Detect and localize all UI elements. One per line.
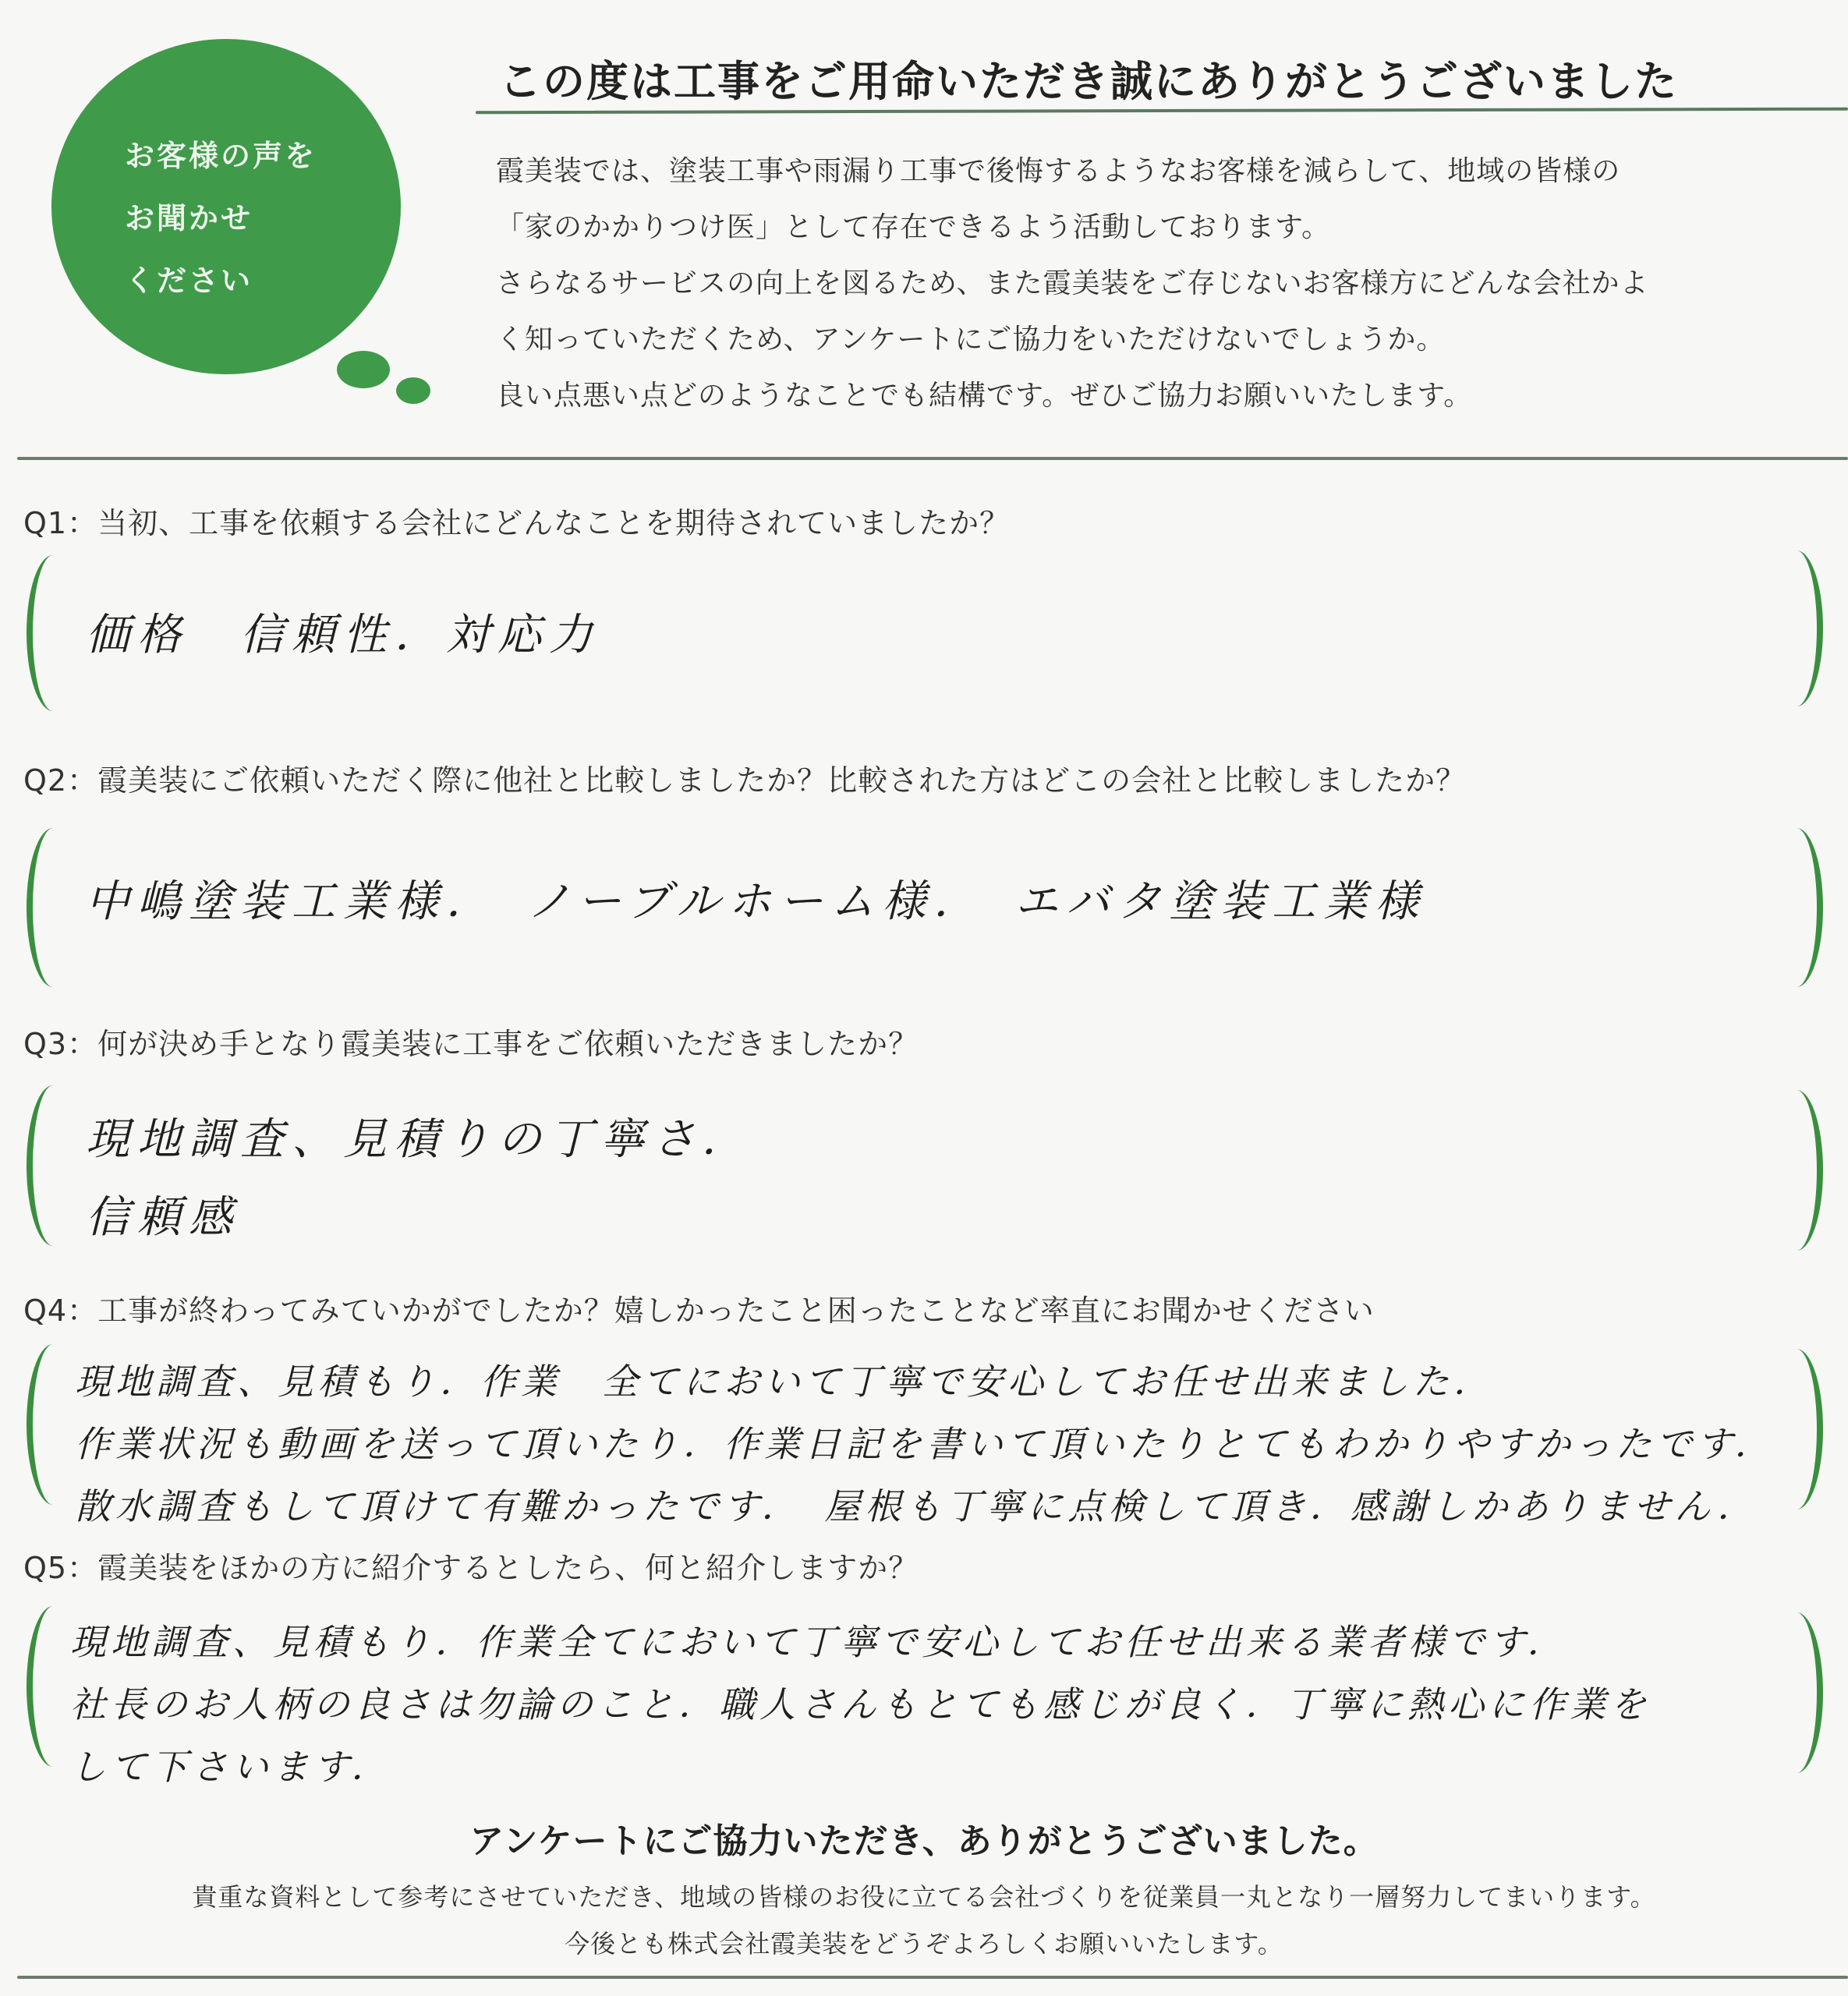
intro-line: 霞美装では、塗装工事や雨漏り工事で後悔するようなお客様を減らして、地域の皆様の <box>496 155 1621 187</box>
answer-4 <box>75 1350 1775 1538</box>
bubble-line: お客様の声を <box>125 139 317 173</box>
question-3-label: Q3：何が決め手となり霞美装に工事をご依頼いただきましたか？ <box>23 1027 919 1061</box>
answer-line: 中嶋塗装工業様． ノーブルホーム様． エバタ塗装工業様 <box>86 876 1427 927</box>
left-paren-icon <box>27 1344 80 1505</box>
answer-line: 社長のお人柄の良さは勿論のこと．職人さんもとても感じが良く．丁寧に熱心に作業を <box>70 1683 1652 1725</box>
question-2-label: Q2：霞美装にご依頼いただく際に他社と比較しましたか？比較された方はどこの会社と比較しましたか？ <box>23 763 1467 798</box>
right-paren-icon <box>1770 550 1823 706</box>
intro-line: さらなるサービスの向上を図るため、また霞美装をご存じないお客様方にどんな会社かよ <box>496 267 1649 299</box>
answer-line: 現地調査、見積もり．作業 全てにおいて丁寧で安心してお任せ出来ました． <box>75 1361 1494 1403</box>
answer-line: 価格 信頼性．対応力 <box>86 610 600 660</box>
footer-line-1: 貴重な資料として参考にさせていただき、地域の皆様のお役に立てる会社づくりを従業員一丸となり一層努力してまいります。 <box>192 1882 1656 1912</box>
answer-5 <box>70 1611 1651 1798</box>
right-paren-icon <box>1770 1349 1823 1509</box>
bubble-text <box>125 125 317 312</box>
question-5-label: Q5：霞美装をほかの方に紹介するとしたら、何と紹介しますか？ <box>23 1551 919 1585</box>
intro-line: 良い点悪い点どのようなことでも結構です。ぜひご協力お願いいたします。 <box>496 380 1473 412</box>
thought-dot-small <box>396 377 430 404</box>
left-paren-icon <box>27 828 80 987</box>
footer-line-2: 今後とも株式会社霞美装をどうぞよろしくお願いいたします。 <box>565 1929 1283 1959</box>
question-1-label: Q1：当初、工事を依頼する会社にどんなことを期待されていましたか？ <box>23 506 1011 540</box>
section-divider <box>17 457 1848 460</box>
answer-line: 作業状況も動画を送って頂いたり．作業日記を書いて頂いたりとてもわかりやすかったです． <box>75 1423 1775 1465</box>
answer-line: して下さいます． <box>70 1746 392 1788</box>
bottom-divider <box>17 1976 1848 1979</box>
answer-line: 散水調査もして頂けて有難かったです． 屋根も丁寧に点検して頂き．感謝しかありません． <box>75 1485 1758 1527</box>
right-paren-icon <box>1770 1090 1823 1251</box>
left-paren-icon <box>27 1085 80 1246</box>
intro-text <box>496 143 1837 424</box>
page-title: この度は工事をご用命いただき誠にありがとうございました <box>499 57 1678 106</box>
answer-3 <box>86 1101 753 1257</box>
answer-line: 現地調査、見積もり．作業全てにおいて丁寧で安心してお任せ出来る業者様です． <box>70 1621 1568 1663</box>
answer-line: 信頼感 <box>86 1192 240 1243</box>
bubble-line: お聞かせ <box>125 201 253 235</box>
answer-1 <box>86 600 600 663</box>
right-paren-icon <box>1770 828 1823 987</box>
answer-line: 現地調査、見積りの丁寧さ． <box>86 1114 753 1165</box>
bubble-line: ください <box>125 264 253 298</box>
left-paren-icon <box>27 555 80 711</box>
question-4-label: Q4：工事が終わってみていかがでしたか？嬉しかったこと困ったことなど率直にお聞かせください <box>23 1294 1375 1328</box>
right-paren-icon <box>1770 1612 1823 1773</box>
intro-line: 「家のかかりつけ医」として存在できるよう活動しております。 <box>496 211 1331 243</box>
footer-thanks-heading: アンケートにご協力いただき、ありがとうございました。 <box>469 1821 1379 1861</box>
thought-dot-large <box>337 351 390 388</box>
intro-line: く知っていただくため、アンケートにご協力をいただけないでしょうか。 <box>496 324 1446 356</box>
answer-2 <box>86 867 1426 929</box>
